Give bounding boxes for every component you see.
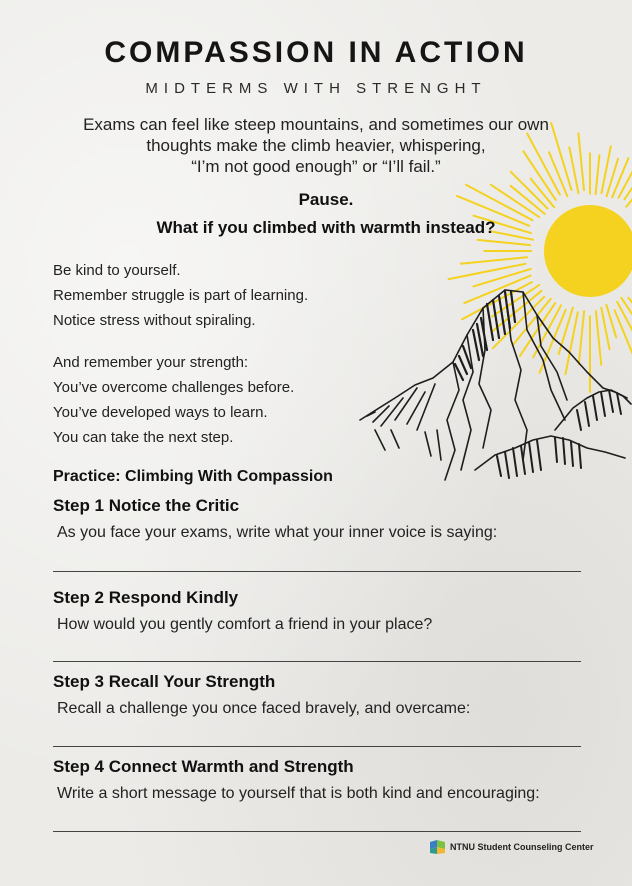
pause-heading: Pause. bbox=[298, 190, 354, 209]
step-title: Step 1 Notice the Critic bbox=[53, 496, 240, 515]
practice-title: Practice: Climbing With Compassion bbox=[53, 468, 333, 485]
step-1 bbox=[53, 496, 593, 542]
strength-list bbox=[53, 350, 294, 450]
list-item: Be kind to yourself. bbox=[53, 262, 181, 279]
answer-line-step-4[interactable] bbox=[53, 831, 581, 832]
step-prompt: How would you gently comfort a friend in your place? bbox=[57, 616, 433, 633]
answer-line-step-2[interactable] bbox=[53, 661, 581, 662]
step-3 bbox=[53, 672, 593, 718]
step-2 bbox=[53, 588, 593, 634]
ntnu-logo-icon bbox=[430, 840, 446, 854]
sun-ray bbox=[596, 155, 600, 194]
intro-line: Exams can feel like steep mountains, and sometimes our own bbox=[83, 115, 549, 134]
step-4 bbox=[53, 757, 593, 803]
mountain-icon bbox=[355, 280, 632, 490]
question-heading: What if you climbed with warmth instead? bbox=[156, 218, 496, 237]
list-item: You can take the next step. bbox=[53, 429, 234, 446]
list-item: And remember your strength: bbox=[53, 354, 249, 371]
footer-org-name: NTNU Student Counseling Center bbox=[450, 842, 594, 852]
intro-line: thoughts make the climb heavier, whispering, bbox=[146, 136, 486, 155]
kindness-list bbox=[53, 258, 308, 333]
sun-ray bbox=[449, 264, 526, 279]
step-prompt: Recall a challenge you once faced bravely, and overcame: bbox=[57, 700, 471, 717]
list-item: You’ve overcome challenges before. bbox=[53, 379, 295, 396]
page-title: COMPASSION IN ACTION bbox=[104, 36, 528, 69]
list-item: You’ve developed ways to learn. bbox=[53, 404, 268, 421]
page-subtitle: MIDTERMS WITH STRENGHT bbox=[145, 80, 487, 97]
step-prompt: Write a short message to yourself that is both kind and encouraging: bbox=[57, 785, 540, 802]
intro-line: “I’m not good enough” or “I’ll fail.” bbox=[191, 157, 441, 176]
answer-line-step-1[interactable] bbox=[53, 571, 581, 572]
answer-line-step-3[interactable] bbox=[53, 746, 581, 747]
list-item: Notice stress without spiraling. bbox=[53, 312, 256, 329]
step-title: Step 3 Recall Your Strength bbox=[53, 672, 276, 691]
footer bbox=[430, 840, 594, 854]
intro-paragraph bbox=[40, 114, 592, 177]
step-title: Step 2 Respond Kindly bbox=[53, 588, 239, 607]
step-title: Step 4 Connect Warmth and Strength bbox=[53, 757, 354, 776]
list-item: Remember struggle is part of learning. bbox=[53, 287, 309, 304]
step-prompt: As you face your exams, write what your inner voice is saying: bbox=[57, 524, 498, 541]
sun-ray bbox=[478, 240, 530, 245]
sun-ray bbox=[461, 257, 527, 264]
